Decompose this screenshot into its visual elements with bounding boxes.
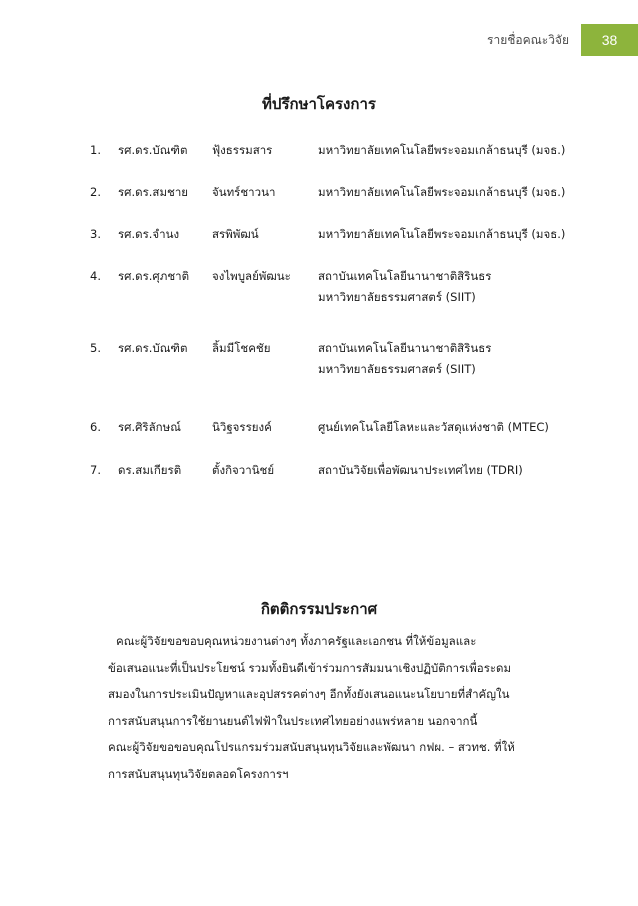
advisor-last-name: ฟุ้งธรรมสาร: [212, 143, 273, 157]
paragraph-line: คณะผู้วิจัยขอขอบคุณโปรแกรมร่วมสนับสนุนทุนวิจัยและพัฒนา กฟผ. – สวทช. ที่ให้: [108, 740, 515, 754]
advisor-first-name: รศ.ดร.บัณฑิต: [118, 143, 188, 157]
advisor-last-name: ตั้งกิจวานิชย์: [212, 463, 275, 477]
advisor-last-name: นิวิฐจรรยงค์: [212, 420, 272, 434]
page-header: [487, 24, 638, 56]
paragraph-line: สมองในการประเมินปัญหาและอุปสรรคต่างๆ อีกทั้งยังเสนอแนะนโยบายที่สำคัญใน: [108, 687, 510, 701]
page-number-badge: [581, 24, 638, 56]
advisor-number: 6.: [90, 420, 101, 434]
advisor-first-name: รศ.ดร.บัณฑิต: [118, 341, 188, 355]
institution-line: มหาวิทยาลัยธรรมศาสตร์ (SIIT): [318, 290, 476, 304]
advisor-first-name: รศ.ศิริลักษณ์: [118, 420, 181, 434]
acknowledgement-title: กิตติกรรมประกาศ: [260, 600, 378, 618]
institution-line: สถาบันเทคโนโลยีนานาชาติสิรินธร: [318, 269, 492, 283]
institution-line: ศูนย์เทคโนโลยีโลหะและวัสดุแห่งชาติ (MTEC): [318, 420, 549, 434]
institution-line: สถาบันเทคโนโลยีนานาชาติสิรินธร: [318, 341, 492, 355]
institution-line: สถาบันวิจัยเพื่อพัฒนาประเทศไทย (TDRI): [318, 463, 523, 477]
advisor-first-name: รศ.ดร.ศุภชาติ: [118, 269, 190, 283]
advisors-title: ที่ปรึกษาโครงการ: [262, 95, 376, 113]
advisor-number: 3.: [90, 227, 101, 241]
advisor-institution: [318, 224, 565, 245]
advisor-number: 2.: [90, 185, 101, 199]
advisor-number: 5.: [90, 341, 101, 355]
advisor-number: 7.: [90, 463, 101, 477]
institution-line: มหาวิทยาลัยเทคโนโลยีพระจอมเกล้าธนบุรี (มจธ.): [318, 227, 566, 241]
advisor-first-name: ดร.สมเกียรติ: [118, 463, 182, 477]
advisor-institution: [318, 417, 549, 438]
institution-line: มหาวิทยาลัยเทคโนโลยีพระจอมเกล้าธนบุรี (มจธ.): [318, 143, 566, 157]
advisor-last-name: จันทร์ชาวนา: [212, 185, 276, 199]
advisor-institution: [318, 266, 491, 308]
advisor-first-name: รศ.ดร.สมชาย: [118, 185, 189, 199]
paragraph-line: การสนับสนุนการใช้ยานยนต์ไฟฟ้าในประเทศไทยอย่างแพร่หลาย นอกจากนี้: [108, 713, 478, 728]
institution-line: มหาวิทยาลัยเทคโนโลยีพระจอมเกล้าธนบุรี (มจธ.): [318, 185, 566, 199]
advisor-last-name: ลิ้มมีโชคชัย: [212, 341, 271, 355]
advisor-last-name: สรพิพัฒน์: [212, 227, 259, 241]
acknowledgement-paragraph: [108, 628, 608, 787]
paragraph-line: ข้อเสนอแนะที่เป็นประโยชน์ รวมทั้งยินดีเข้าร่วมการสัมมนาเชิงปฏิบัติการเพื่อระดม: [108, 660, 512, 675]
advisor-institution: [318, 460, 523, 481]
institution-line: มหาวิทยาลัยธรรมศาสตร์ (SIIT): [318, 362, 476, 376]
advisor-institution: [318, 338, 491, 380]
advisor-number: 1.: [90, 143, 101, 157]
paragraph-line: การสนับสนุนทุนวิจัยตลอดโครงการฯ: [108, 766, 289, 781]
advisor-first-name: รศ.ดร.จำนง: [118, 227, 180, 241]
page-number: 38: [601, 32, 618, 48]
advisor-institution: [318, 140, 565, 161]
advisor-institution: [318, 182, 565, 203]
advisor-last-name: จงไพบูลย์พัฒนะ: [212, 269, 291, 283]
header-title: รายชื่อคณะวิจัย: [487, 32, 569, 47]
advisor-number: 4.: [90, 269, 101, 283]
paragraph-line: คณะผู้วิจัยขอขอบคุณหน่วยงานต่างๆ ทั้งภาครัฐและเอกชน ที่ให้ข้อมูลและ: [116, 634, 477, 648]
